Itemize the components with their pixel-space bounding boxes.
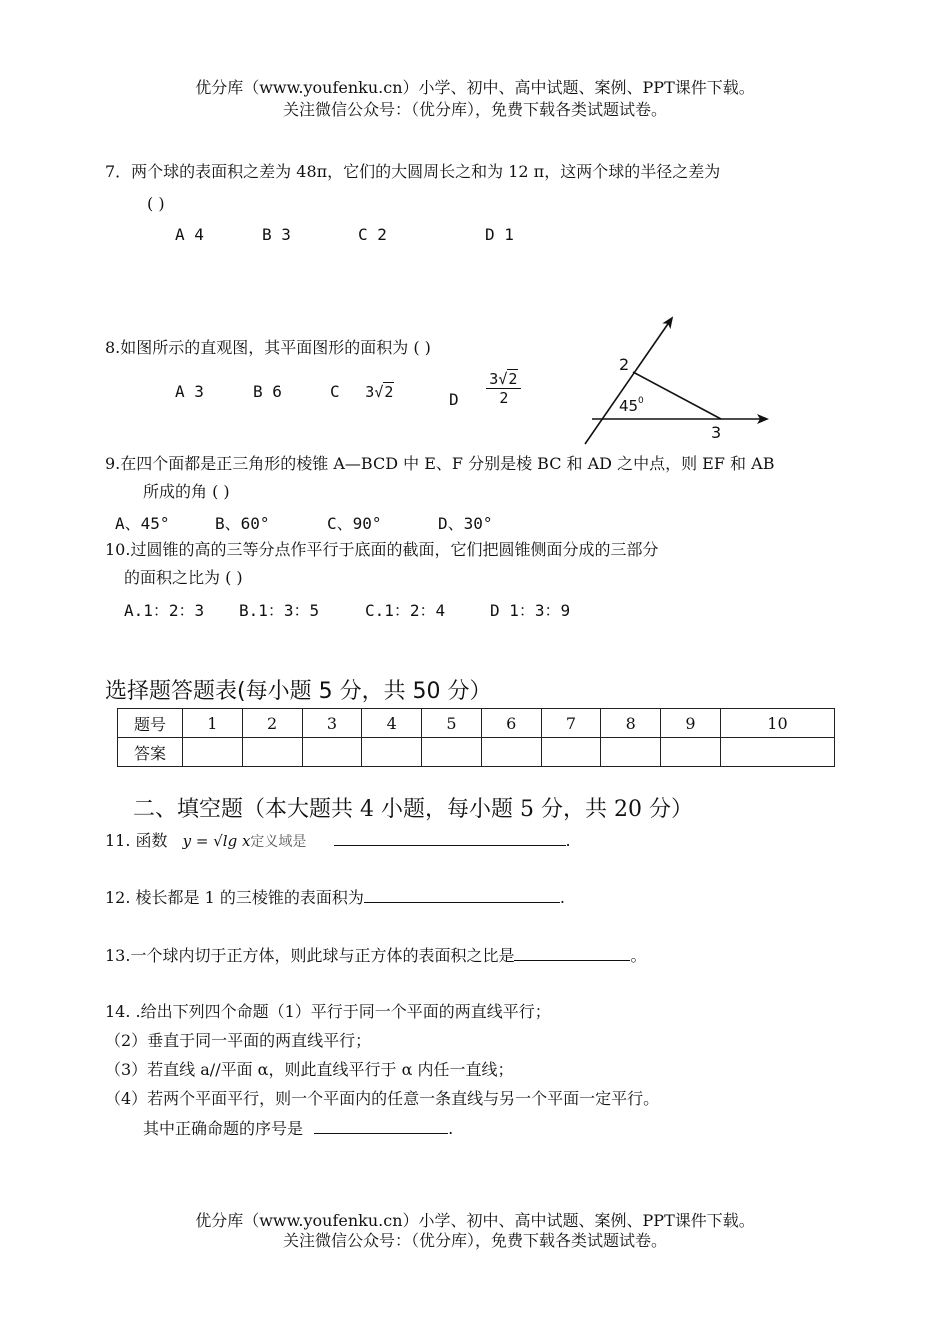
q7-paren: ( ) bbox=[147, 194, 165, 213]
answer-cell[interactable] bbox=[302, 738, 362, 767]
q8-option-d-num-radicand: 2 bbox=[508, 370, 518, 388]
q10-option-d: D 1：3：9 bbox=[490, 601, 571, 620]
q8-option-c-coef: 3 bbox=[365, 383, 375, 401]
answer-cell[interactable] bbox=[422, 738, 482, 767]
q8-option-d-denominator: 2 bbox=[499, 389, 509, 407]
answer-table-number: 5 bbox=[422, 709, 482, 738]
answer-table-number: 8 bbox=[601, 709, 661, 738]
q14-line1: 14. .给出下列四个命题（1）平行于同一个平面的两直线平行； bbox=[105, 1002, 551, 1021]
q14-line3: （3）若直线 a//平面 α，则此直线平行于 α 内任一直线； bbox=[105, 1060, 514, 1079]
q11-end: . bbox=[565, 831, 571, 850]
figure-label-3: 3 bbox=[711, 423, 722, 442]
q14-question: 其中正确命题的序号是 bbox=[143, 1119, 304, 1138]
q7-option-b: B 3 bbox=[262, 225, 291, 244]
answer-table-number: 7 bbox=[541, 709, 601, 738]
answer-cell[interactable] bbox=[601, 738, 661, 767]
answer-table-number: 2 bbox=[242, 709, 302, 738]
q8-option-a: A 3 bbox=[175, 382, 204, 401]
q9-option-b: B、60° bbox=[215, 514, 270, 533]
answer-cell[interactable] bbox=[183, 738, 243, 767]
q8-option-c-radicand: 2 bbox=[384, 383, 394, 401]
q7-text: 7．两个球的表面积之差为 48π，它们的大圆周长之和为 12 π，这两个球的半径之差为 bbox=[105, 162, 721, 181]
q12-text: 12. 棱长都是 1 的三棱锥的表面积为 bbox=[105, 888, 364, 907]
answer-cell[interactable] bbox=[541, 738, 601, 767]
q8-option-b: B 6 bbox=[253, 382, 282, 401]
answer-table-number-row bbox=[118, 709, 835, 738]
answer-cell[interactable] bbox=[720, 738, 834, 767]
answer-table-number: 6 bbox=[481, 709, 541, 738]
q8-option-d-fraction bbox=[486, 370, 521, 407]
q11-answer-blank[interactable] bbox=[334, 829, 566, 846]
answer-table-number: 9 bbox=[661, 709, 721, 738]
q12-answer-blank[interactable] bbox=[364, 886, 560, 903]
answer-table-row-answer: 答案 bbox=[118, 738, 183, 767]
q9-option-a: A、45° bbox=[115, 514, 170, 533]
q7-option-c: C 2 bbox=[358, 225, 387, 244]
q9-option-c: C、90° bbox=[327, 514, 382, 533]
q10-text2: 的面积之比为 ( ) bbox=[124, 568, 243, 587]
figure-degree-mark: 0 bbox=[638, 396, 644, 406]
answer-cell[interactable] bbox=[362, 738, 422, 767]
q7-option-d: D 1 bbox=[485, 225, 514, 244]
q9-text: 9.在四个面都是正三角形的棱锥 A—BCD 中 E、F 分别是棱 BC 和 AD 之中点，则 EF 和 AB bbox=[105, 454, 775, 473]
q8-figure bbox=[575, 312, 780, 447]
q13-line bbox=[105, 944, 646, 967]
figure-hypotenuse bbox=[633, 372, 721, 419]
answer-table-number: 3 bbox=[302, 709, 362, 738]
q8-option-c-value: 3√2 bbox=[365, 383, 394, 401]
footer-line-2: 关注微信公众号：（优分库），免费下载各类试题试卷。 bbox=[282, 1231, 667, 1250]
q9-text2: 所成的角 ( ) bbox=[143, 482, 230, 501]
q11-line bbox=[105, 829, 571, 853]
q8-option-d-num-coef: 3 bbox=[489, 370, 499, 388]
q14-end: . bbox=[448, 1119, 454, 1138]
q11-formula: y = √lg x bbox=[182, 832, 251, 850]
q14-line2: （2）垂直于同一平面的两直线平行； bbox=[105, 1031, 372, 1050]
figure-slanted-axis bbox=[585, 318, 672, 444]
figure-angle-label: 45 bbox=[619, 397, 639, 415]
q8-option-c bbox=[330, 382, 394, 401]
section2-title: 二、填空题（本大题共 4 小题，每小题 5 分，共 20 分） bbox=[133, 797, 693, 822]
answer-table-number: 4 bbox=[362, 709, 422, 738]
q14-line4: （4）若两个平面平行，则一个平面内的任意一条直线与另一个平面一定平行。 bbox=[105, 1089, 660, 1108]
q12-line bbox=[105, 886, 565, 909]
header-line-1: 优分库（www.youfenku.cn）小学、初中、高中试题、案例、PPT课件下载。 bbox=[195, 78, 755, 97]
figure-label-2: 2 bbox=[619, 355, 630, 374]
q8-option-d-numerator: 3√2 bbox=[486, 370, 521, 389]
q8-option-d-label: D bbox=[449, 390, 459, 409]
answer-table bbox=[117, 708, 835, 767]
q10-option-a: A.1：2：3 bbox=[124, 601, 205, 620]
answer-cell[interactable] bbox=[242, 738, 302, 767]
header-line-2: 关注微信公众号：（优分库），免费下载各类试题试卷。 bbox=[282, 100, 667, 119]
answer-table-title: 选择题答题表(每小题 5 分，共 50 分） bbox=[105, 679, 492, 704]
answer-table-answer-row bbox=[118, 738, 835, 767]
answer-cell[interactable] bbox=[481, 738, 541, 767]
q12-end: . bbox=[559, 888, 565, 907]
q11-suffix: 定义域是 bbox=[250, 834, 307, 850]
q10-option-b: B.1：3：5 bbox=[239, 601, 320, 620]
q8-text: 8.如图所示的直观图，其平面图形的面积为 ( ) bbox=[105, 338, 431, 357]
answer-table-number: 1 bbox=[183, 709, 243, 738]
footer-line-1: 优分库（www.youfenku.cn）小学、初中、高中试题、案例、PPT课件下载。 bbox=[195, 1211, 755, 1230]
q13-end: 。 bbox=[630, 946, 647, 965]
answer-cell[interactable] bbox=[661, 738, 721, 767]
answer-table-row-header: 题号 bbox=[118, 709, 183, 738]
q7-option-a: A 4 bbox=[175, 225, 204, 244]
q10-option-c: C.1：2：4 bbox=[365, 601, 446, 620]
answer-table-number: 10 bbox=[720, 709, 834, 738]
q9-option-d: D、30° bbox=[438, 514, 493, 533]
q14-answer-blank[interactable] bbox=[314, 1117, 448, 1134]
q8-option-d bbox=[449, 370, 521, 407]
q8-option-c-label: C bbox=[330, 382, 340, 401]
q11-prefix: 11. 函数 bbox=[105, 831, 168, 850]
q13-text: 13.一个球内切于正方体，则此球与正方体的表面积之比是 bbox=[105, 946, 515, 965]
q13-answer-blank[interactable] bbox=[514, 944, 630, 961]
q10-text: 10.过圆锥的高的三等分点作平行于底面的截面，它们把圆锥侧面分成的三部分 bbox=[105, 540, 659, 559]
q14-line5 bbox=[143, 1117, 453, 1140]
